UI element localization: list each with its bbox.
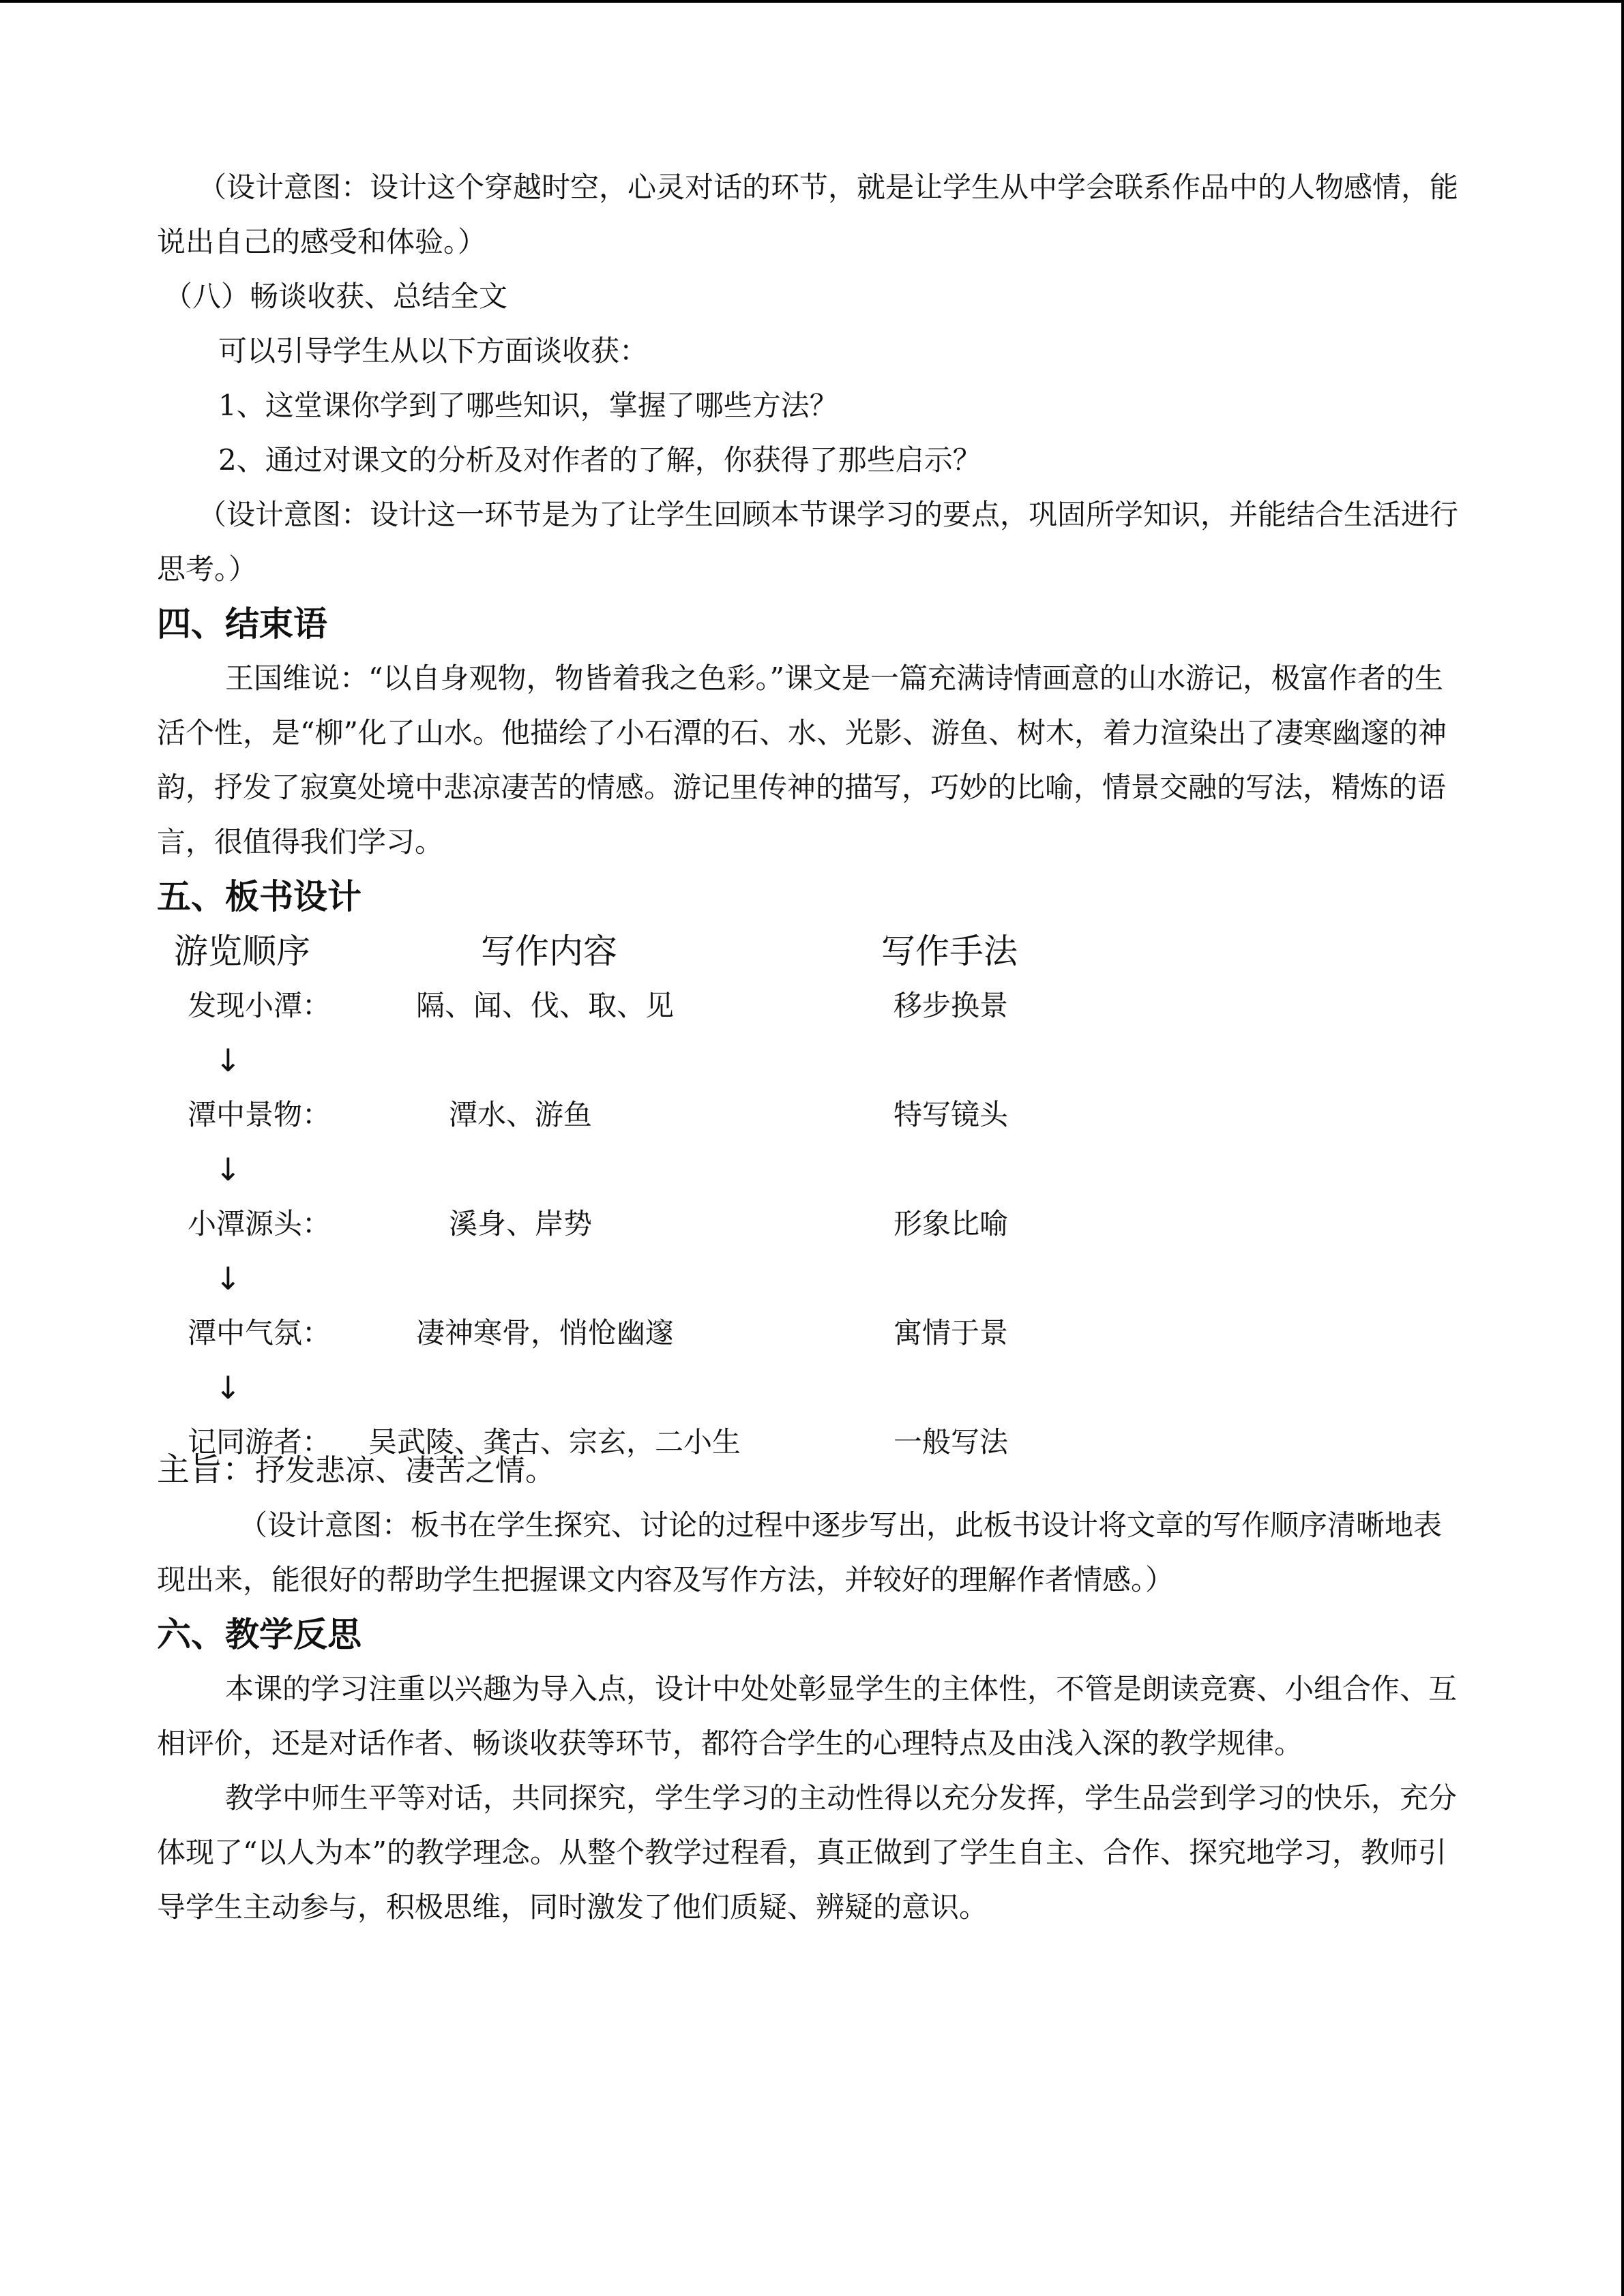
board-method: 一般写法: [894, 1425, 1009, 1459]
design-intent-note: （设计意图：设计这个穿越时空，心灵对话的环节，就是让学生从中学会联系作品中的人物感情，能说出自己的感受和体验。）: [157, 170, 1459, 258]
theme-label: 主旨：: [157, 1450, 256, 1489]
page-frame-top: [0, 0, 1624, 3]
step8-item: 2、通过对课文的分析及对作者的了解，你获得了那些启示？: [218, 443, 981, 477]
section4-body: 王国维说：“以自身观物，物皆着我之色彩。”课文是一篇充满诗情画意的山水游记，极富作者的生活个性，是“柳”化了山水。他描绘了小石潭的石、水、光影、游鱼、树木，着力渲染出了凄寒幽邃的神韵，抒发了寂寞处境中悲凉凄苦的情感。游记里传神的描写，巧妙的比喻，情景交融的写法，精炼的语言，很值得我们学习。: [157, 661, 1447, 859]
step8-title: （八）畅谈收获、总结全文: [164, 280, 508, 313]
board-row: [157, 1088, 1466, 1142]
board-order: 潭中气氛：: [188, 1316, 331, 1350]
board-order: 潭中景物：: [188, 1098, 331, 1131]
step8-lead: 可以引导学生从以下方面谈收获：: [218, 334, 649, 368]
down-arrow-icon: ↓: [215, 1260, 241, 1297]
board-method: 特写镜头: [894, 1098, 1009, 1131]
page-frame-right: [1621, 0, 1624, 2296]
board-row: [157, 1197, 1466, 1251]
theme-text: 抒发悲凉、凄苦之情。: [255, 1453, 556, 1488]
board-row: [157, 1306, 1466, 1360]
board-header-content: 写作内容: [481, 931, 617, 971]
board-arrow-row: [157, 1142, 1466, 1197]
board-content: 隔、闻、伐、取、见: [416, 989, 675, 1022]
document-page: [157, 160, 1466, 1935]
board-arrow-row: [157, 1033, 1466, 1088]
step8-design-note: （设计意图：设计这一环节是为了让学生回顾本节课学习的要点，巩固所学知识，并能结合生活进行思考。）: [157, 498, 1459, 586]
board-row: [157, 1415, 1466, 1470]
section5-design-note: （设计意图：板书在学生探究、讨论的过程中逐步写出，此板书设计将文章的写作顺序清晰地表现出来，能很好的帮助学生把握课文内容及写作方法，并较好的理解作者情感。）: [157, 1508, 1443, 1596]
board-content: 凄神寒骨，悄怆幽邃: [416, 1316, 675, 1350]
board-arrow-row: [157, 1251, 1466, 1306]
blackboard-design: [157, 924, 1466, 1459]
step8-item: 1、这堂课你学到了哪些知识，掌握了哪些方法？: [218, 389, 838, 422]
board-header-row: [157, 924, 1466, 979]
board-order: 小潭源头：: [188, 1207, 331, 1240]
board-row: [157, 979, 1466, 1033]
board-content: 潭水、游鱼: [449, 1098, 593, 1131]
board-content: 溪身、岸势: [449, 1207, 593, 1240]
board-header-method: 写作手法: [881, 931, 1018, 971]
section6-heading: 六、教学反思: [157, 1615, 361, 1654]
down-arrow-icon: ↓: [215, 1042, 241, 1079]
down-arrow-icon: ↓: [215, 1151, 241, 1188]
board-method: 移步换景: [894, 989, 1009, 1022]
board-order: 记同游者：: [188, 1425, 331, 1459]
section6-paragraph: 教学中师生平等对话，共同探究，学生学习的主动性得以充分发挥，学生品尝到学习的快乐，充分体现了“以人为本”的教学理念。从整个教学过程看，真正做到了学生自主、合作、探究地学习，教师引导学生主动参与，积极思维，同时激发了他们质疑、辨疑的意识。: [157, 1781, 1458, 1924]
board-arrow-row: [157, 1360, 1466, 1415]
section5-heading: 五、板书设计: [157, 877, 361, 916]
board-content: 吴武陵、龚古、宗玄，二小生: [368, 1425, 741, 1459]
board-order: 发现小潭：: [188, 989, 331, 1022]
board-method: 形象比喻: [894, 1207, 1009, 1240]
down-arrow-icon: ↓: [215, 1369, 241, 1406]
board-method: 寓情于景: [894, 1316, 1009, 1350]
section4-heading: 四、结束语: [157, 604, 327, 644]
board-header-order: 游览顺序: [174, 931, 310, 971]
section6-paragraph: 本课的学习注重以兴趣为导入点，设计中处处彰显学生的主体性，不管是朗读竞赛、小组合作、互相评价，还是对话作者、畅谈收获等环节，都符合学生的心理特点及由浅入深的教学规律。: [157, 1672, 1458, 1760]
